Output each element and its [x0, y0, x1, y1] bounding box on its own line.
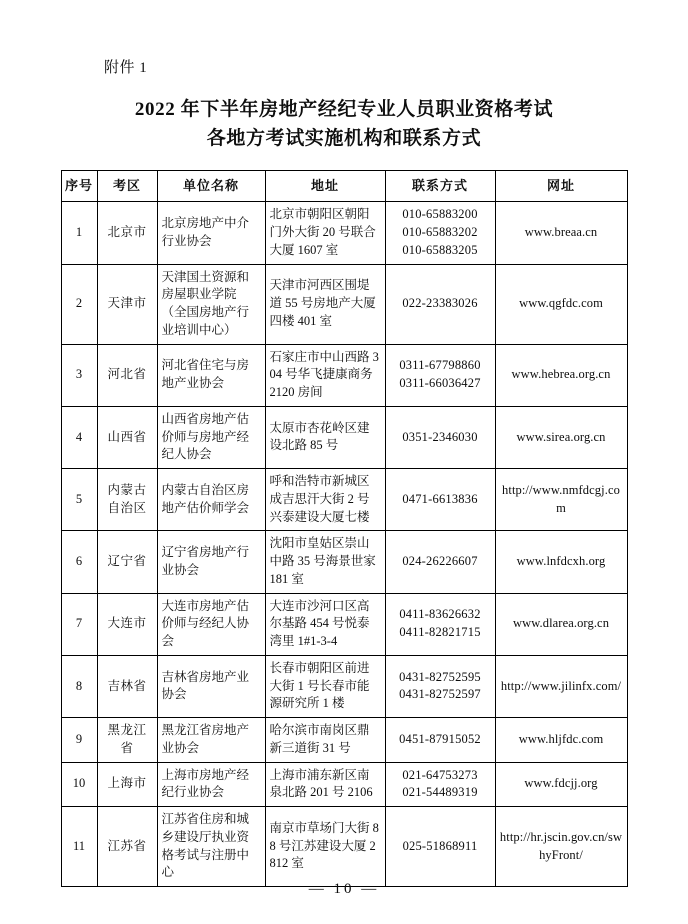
cell-contact [385, 762, 495, 807]
table-row [61, 344, 627, 406]
cell-region: 江苏省 [97, 807, 157, 887]
cell-contact [385, 593, 495, 655]
column-header-region: 考区 [97, 170, 157, 201]
cell-address: 北京市朝阳区朝阳门外大街 20 号联合大厦 1607 室 [265, 202, 385, 264]
cell-website: www.sirea.org.cn [495, 406, 627, 468]
phone-number: 0411-83626632 [399, 607, 481, 622]
cell-contact [385, 406, 495, 468]
cell-website: www.lnfdcxh.org [495, 531, 627, 593]
cell-contact [385, 344, 495, 406]
phone-number: 010-65883202 [402, 225, 478, 240]
cell-address: 大连市沙河口区高尔基路 454 号悦泰湾里 1#1-3-4 [265, 593, 385, 655]
phone-number: 0431-82752597 [399, 687, 481, 702]
phone-number: 0311-67798860 [399, 358, 481, 373]
cell-index: 2 [61, 264, 97, 344]
cell-address: 哈尔滨市南岗区鼎新三道街 31 号 [265, 718, 385, 763]
cell-contact [385, 469, 495, 531]
table-row [61, 469, 627, 531]
cell-region: 天津市 [97, 264, 157, 344]
column-header-org: 单位名称 [157, 170, 265, 201]
column-header-address: 地址 [265, 170, 385, 201]
phone-number: 022-23383026 [402, 296, 478, 311]
page-title-line-2: 各地方考试实施机构和联系方式 [206, 128, 482, 150]
cell-index: 10 [61, 762, 97, 807]
cell-address: 呼和浩特市新城区成吉思汗大街 2 号兴泰建设大厦七楼 [265, 469, 385, 531]
table-row [61, 593, 627, 655]
exam-institutions-table [61, 170, 628, 887]
cell-org: 北京房地产中介行业协会 [157, 202, 265, 264]
cell-org: 辽宁省房地产行业协会 [157, 531, 265, 593]
cell-org: 大连市房地产估价师与经纪人协会 [157, 593, 265, 655]
table-header-row [61, 170, 627, 201]
cell-contact [385, 718, 495, 763]
cell-address: 沈阳市皇姑区崇山中路 35 号海景世家 181 室 [265, 531, 385, 593]
cell-region: 上海市 [97, 762, 157, 807]
table-row [61, 202, 627, 264]
phone-number: 0471-6613836 [402, 491, 478, 506]
attachment-label: 附件 1 [104, 60, 148, 76]
phone-number: 010-65883200 [402, 207, 478, 222]
cell-region: 辽宁省 [97, 531, 157, 593]
phone-number: 024-26226607 [402, 554, 478, 569]
cell-region: 北京市 [97, 202, 157, 264]
cell-website: www.breaa.cn [495, 202, 627, 264]
cell-address: 天津市河西区围堤道 55 号房地产大厦四楼 401 室 [265, 264, 385, 344]
cell-website: http://hr.jscin.gov.cn/swhyFront/ [495, 807, 627, 887]
cell-address: 长春市朝阳区前进大街 1 号长春市能源研究所 1 楼 [265, 655, 385, 717]
cell-address: 太原市杏花岭区建设北路 85 号 [265, 406, 385, 468]
phone-number: 0311-66036427 [399, 376, 481, 391]
phone-number: 010-65883205 [402, 242, 478, 257]
cell-website: http://www.nmfdcgj.com [495, 469, 627, 531]
cell-org: 上海市房地产经纪行业协会 [157, 762, 265, 807]
page-title-line-1: 2022 年下半年房地产经纪专业人员职业资格考试 [134, 99, 554, 120]
cell-index: 5 [61, 469, 97, 531]
table-row [61, 406, 627, 468]
cell-website: www.fdcjj.org [495, 762, 627, 807]
cell-org: 山西省房地产估价师与房地产经纪人协会 [157, 406, 265, 468]
cell-region: 大连市 [97, 593, 157, 655]
cell-region: 吉林省 [97, 655, 157, 717]
cell-website: www.hebrea.org.cn [495, 344, 627, 406]
phone-number: 0451-87915052 [399, 731, 481, 746]
phone-number: 025-51868911 [402, 838, 478, 853]
phone-number: 0431-82752595 [399, 669, 481, 684]
table-row [61, 718, 627, 763]
cell-contact [385, 807, 495, 887]
table-row [61, 762, 627, 807]
cell-region: 河北省 [97, 344, 157, 406]
table-row [61, 807, 627, 887]
page-number: — 10 — [308, 881, 380, 897]
column-header-contact: 联系方式 [385, 170, 495, 201]
cell-website: www.qgfdc.com [495, 264, 627, 344]
cell-address: 上海市浦东新区南泉北路 201 号 2106 [265, 762, 385, 807]
cell-contact [385, 202, 495, 264]
column-header-index: 序号 [61, 170, 97, 201]
cell-website: http://www.jilinfx.com/ [495, 655, 627, 717]
table-body [61, 202, 627, 887]
cell-index: 9 [61, 718, 97, 763]
phone-number: 021-54489319 [402, 785, 478, 800]
cell-contact [385, 531, 495, 593]
cell-org: 天津国土资源和房屋职业学院（全国房地产行业培训中心） [157, 264, 265, 344]
cell-index: 1 [61, 202, 97, 264]
column-header-website: 网址 [495, 170, 627, 201]
table-row [61, 264, 627, 344]
cell-index: 6 [61, 531, 97, 593]
cell-region: 内蒙古自治区 [97, 469, 157, 531]
cell-org: 黑龙江省房地产业协会 [157, 718, 265, 763]
cell-index: 7 [61, 593, 97, 655]
cell-website: www.dlarea.org.cn [495, 593, 627, 655]
cell-address: 石家庄市中山西路 304 号华飞捷康商务 2120 房间 [265, 344, 385, 406]
cell-index: 3 [61, 344, 97, 406]
cell-address: 南京市草场门大街 88 号江苏建设大厦 2812 室 [265, 807, 385, 887]
phone-number: 0351-2346030 [402, 429, 478, 444]
cell-org: 内蒙古自治区房地产估价师学会 [157, 469, 265, 531]
table-row [61, 531, 627, 593]
cell-contact [385, 264, 495, 344]
page-title [60, 95, 628, 154]
cell-org: 吉林省房地产业协会 [157, 655, 265, 717]
cell-region: 黑龙江省 [97, 718, 157, 763]
table-row [61, 655, 627, 717]
cell-index: 11 [61, 807, 97, 887]
cell-index: 4 [61, 406, 97, 468]
phone-number: 0411-82821715 [399, 625, 481, 640]
cell-website: www.hljfdc.com [495, 718, 627, 763]
cell-org: 河北省住宅与房地产业协会 [157, 344, 265, 406]
phone-number: 021-64753273 [402, 767, 478, 782]
cell-index: 8 [61, 655, 97, 717]
cell-org: 江苏省住房和城乡建设厅执业资格考试与注册中心 [157, 807, 265, 887]
cell-contact [385, 655, 495, 717]
cell-region: 山西省 [97, 406, 157, 468]
